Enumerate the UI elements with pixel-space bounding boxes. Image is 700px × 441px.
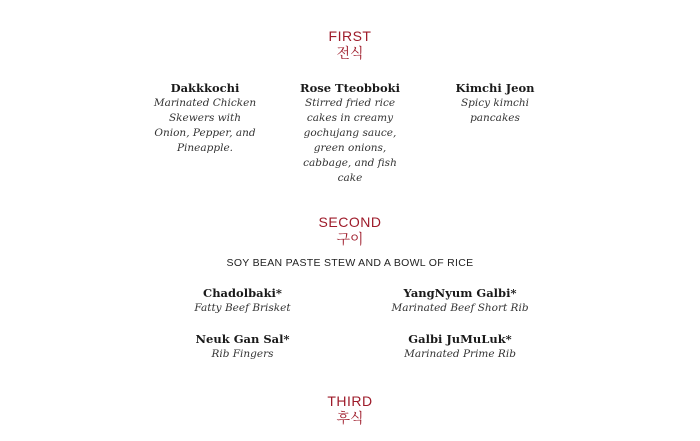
dish-galbi-jumuluk [375, 332, 545, 362]
dish-chadolbaki [170, 286, 315, 316]
dish-name: Neuk Gan Sal* [195, 332, 290, 346]
section-second-korean: 구이 [336, 232, 364, 248]
dish-kimchi-jeon [440, 81, 550, 126]
dish-name: Galbi JuMuLuk* [408, 332, 512, 346]
section-third-heading [0, 392, 700, 428]
dish-description: Fatty Beef Brisket [194, 302, 291, 314]
dish-description: Stirred fried rice cakes in creamy gochujang sauce, green onions, cabbage, and fish cake [303, 97, 397, 184]
section-second-title: SECOND [318, 214, 382, 230]
dish-description: Rib Fingers [211, 348, 274, 360]
dish-rose-tteobboki [291, 81, 409, 186]
dish-yangnyum-galbi [375, 286, 545, 316]
dish-name: Dakkkochi [170, 81, 240, 95]
section-first-korean: 전식 [336, 46, 364, 62]
dish-description: Marinated Beef Short Rib [391, 302, 529, 314]
dish-dakkkochi [150, 81, 260, 156]
dish-description: Marinated Prime Rib [404, 348, 516, 360]
section-third-title: THIRD [327, 393, 373, 409]
dish-description: Marinated Chicken Skewers with Onion, Pepper, and Pineapple. [153, 97, 257, 154]
dish-neuk-gan-sal [170, 332, 315, 362]
dish-name: Rose Tteobboki [300, 81, 400, 95]
section-first-heading [0, 27, 700, 63]
section-second-heading [0, 213, 700, 249]
section-second-subtitle: SOY BEAN PASTE STEW AND A BOWL OF RICE [226, 257, 474, 269]
dish-name: YangNyum Galbi* [403, 286, 517, 300]
dish-description: Spicy kimchi pancakes [460, 97, 530, 124]
section-first-title: FIRST [328, 28, 372, 44]
section-third-korean: 후식 [336, 411, 364, 427]
dish-name: Chadolbaki* [203, 286, 282, 300]
dish-name: Kimchi Jeon [455, 81, 535, 95]
